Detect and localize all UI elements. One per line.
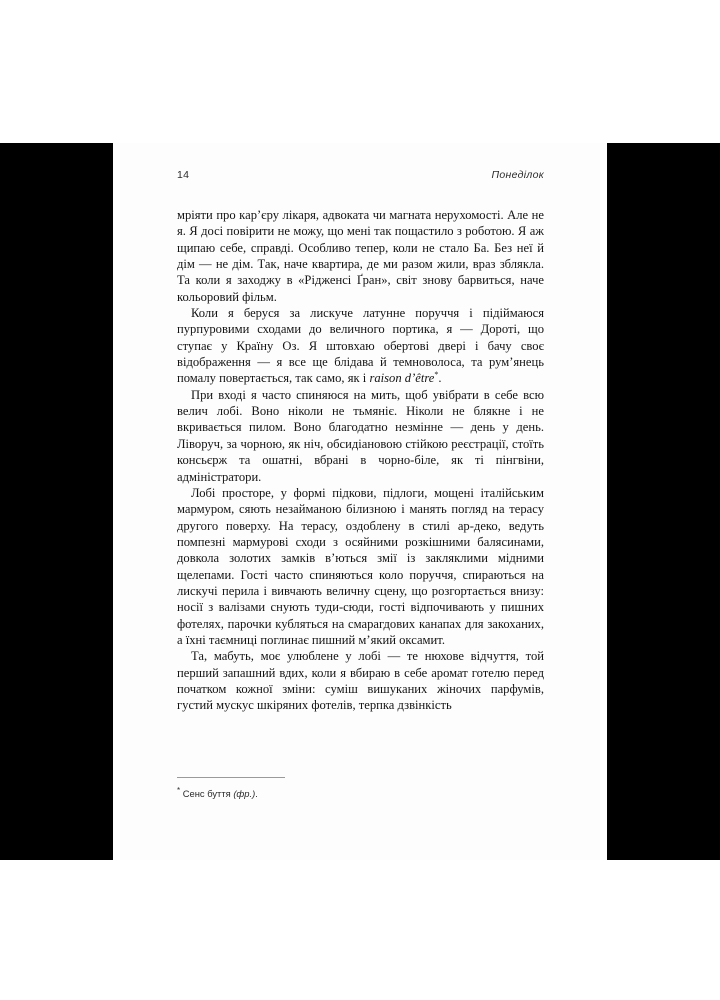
letterbox-right: [607, 143, 720, 860]
paragraph-4-run-1: Лобі просторе, у формі підкови, підлоги, мощені італійським мармуром, сяють незайманою білизною і манять погляд на терасу другого поверху. На терасу, оздоблену в стилі ар-деко, ведуть помпезні мармурові сходи з осяйними розкішними балясинами, довкола золотих замків в’ються змії із закляклими мідними щелепами. Гості часто спиняються коло поруччя, спираються на лискучі перила і вивчають величну сцену, що розгортається внизу: носії з валізами снують туди-сюди, гості відпочивають у пишних фотелях, парочки кубляться на смарагдових канапах для закоханих, а їхні таємниці поглинає пишний м’який оксамит.: [177, 485, 544, 647]
letterbox-left: [0, 143, 113, 860]
paragraph-1: [177, 207, 544, 305]
running-head: [177, 169, 544, 185]
paragraph-2: [177, 305, 544, 387]
footnote-trailing-period: .: [255, 788, 258, 799]
footnote-star-marker: *: [177, 785, 181, 795]
footnote-block: [177, 777, 544, 800]
foreign-phrase: raison d’être: [369, 371, 435, 386]
paragraph-1-run-1: мріяти про кар’єру лікаря, адвоката чи магната нерухомості. Але не я. Я досі повірити не можу, що мені так пощастило з роботою. Я аж щипаю себе, справді. Особливо тепер, коли не стало Ба. Без неї й дім — не дім. Так, наче квартира, де ми разом жили, враз зблякла. Та коли я заходжу в «Рідженсі Ґран», світ знову барвиться, наче кольоровий фільм.: [177, 208, 544, 304]
paragraph-3: [177, 387, 544, 485]
book-page: [113, 143, 607, 860]
footnote-separator-rule: [177, 777, 285, 778]
footnote-language-note: (фр.): [233, 788, 256, 799]
body-text: [177, 207, 544, 714]
paragraph-3-run-1: При вході я часто спиняюся на мить, щоб увібрати в себе всю велич лобі. Воно ніколи не тьмяніє. Ніколи не блякне і не вкривається пилом. Воно благодатно незмінне — день у день. Ліворуч, за чорною, як ніч, обсидіановою стійкою реєстрації, стоїть консьєрж та ошатні, вбрані в чорно-біле, як ті пінгвіни, адміністратори.: [177, 387, 544, 484]
footnote-gloss: Сенс буття: [182, 788, 234, 799]
footnote-marker[interactable]: *: [434, 370, 439, 380]
text-column: [177, 169, 544, 714]
footnote-text: [177, 787, 544, 800]
paragraph-5-run-1: Та, мабуть, моє улюблене у лобі — те нюхове відчуття, той перший запашний вдих, коли я вбираю в себе аромат готелю перед початком кожної зміни: суміш вишуканих жіночих парфумів, густий мускус шкіряних фотелів, терпка дзвінкість: [177, 649, 544, 713]
chapter-title: Понеділок: [491, 169, 544, 181]
paragraph-2-run-1: Коли я беруся за лискуче латунне поруччя і підіймаюся пурпуровими сходами до величного портика, я — Дороті, що ступає у Країну Оз. Я штовхаю обертові двері і бачу своє відображення — я все ще блідава й темноволоса, та рум’янець помалу повертається, так само, як і: [177, 306, 544, 386]
paragraph-4: [177, 485, 544, 648]
paragraph-2-run-4: .: [438, 371, 442, 386]
paragraph-5: [177, 648, 544, 713]
page-number: 14: [177, 169, 190, 181]
